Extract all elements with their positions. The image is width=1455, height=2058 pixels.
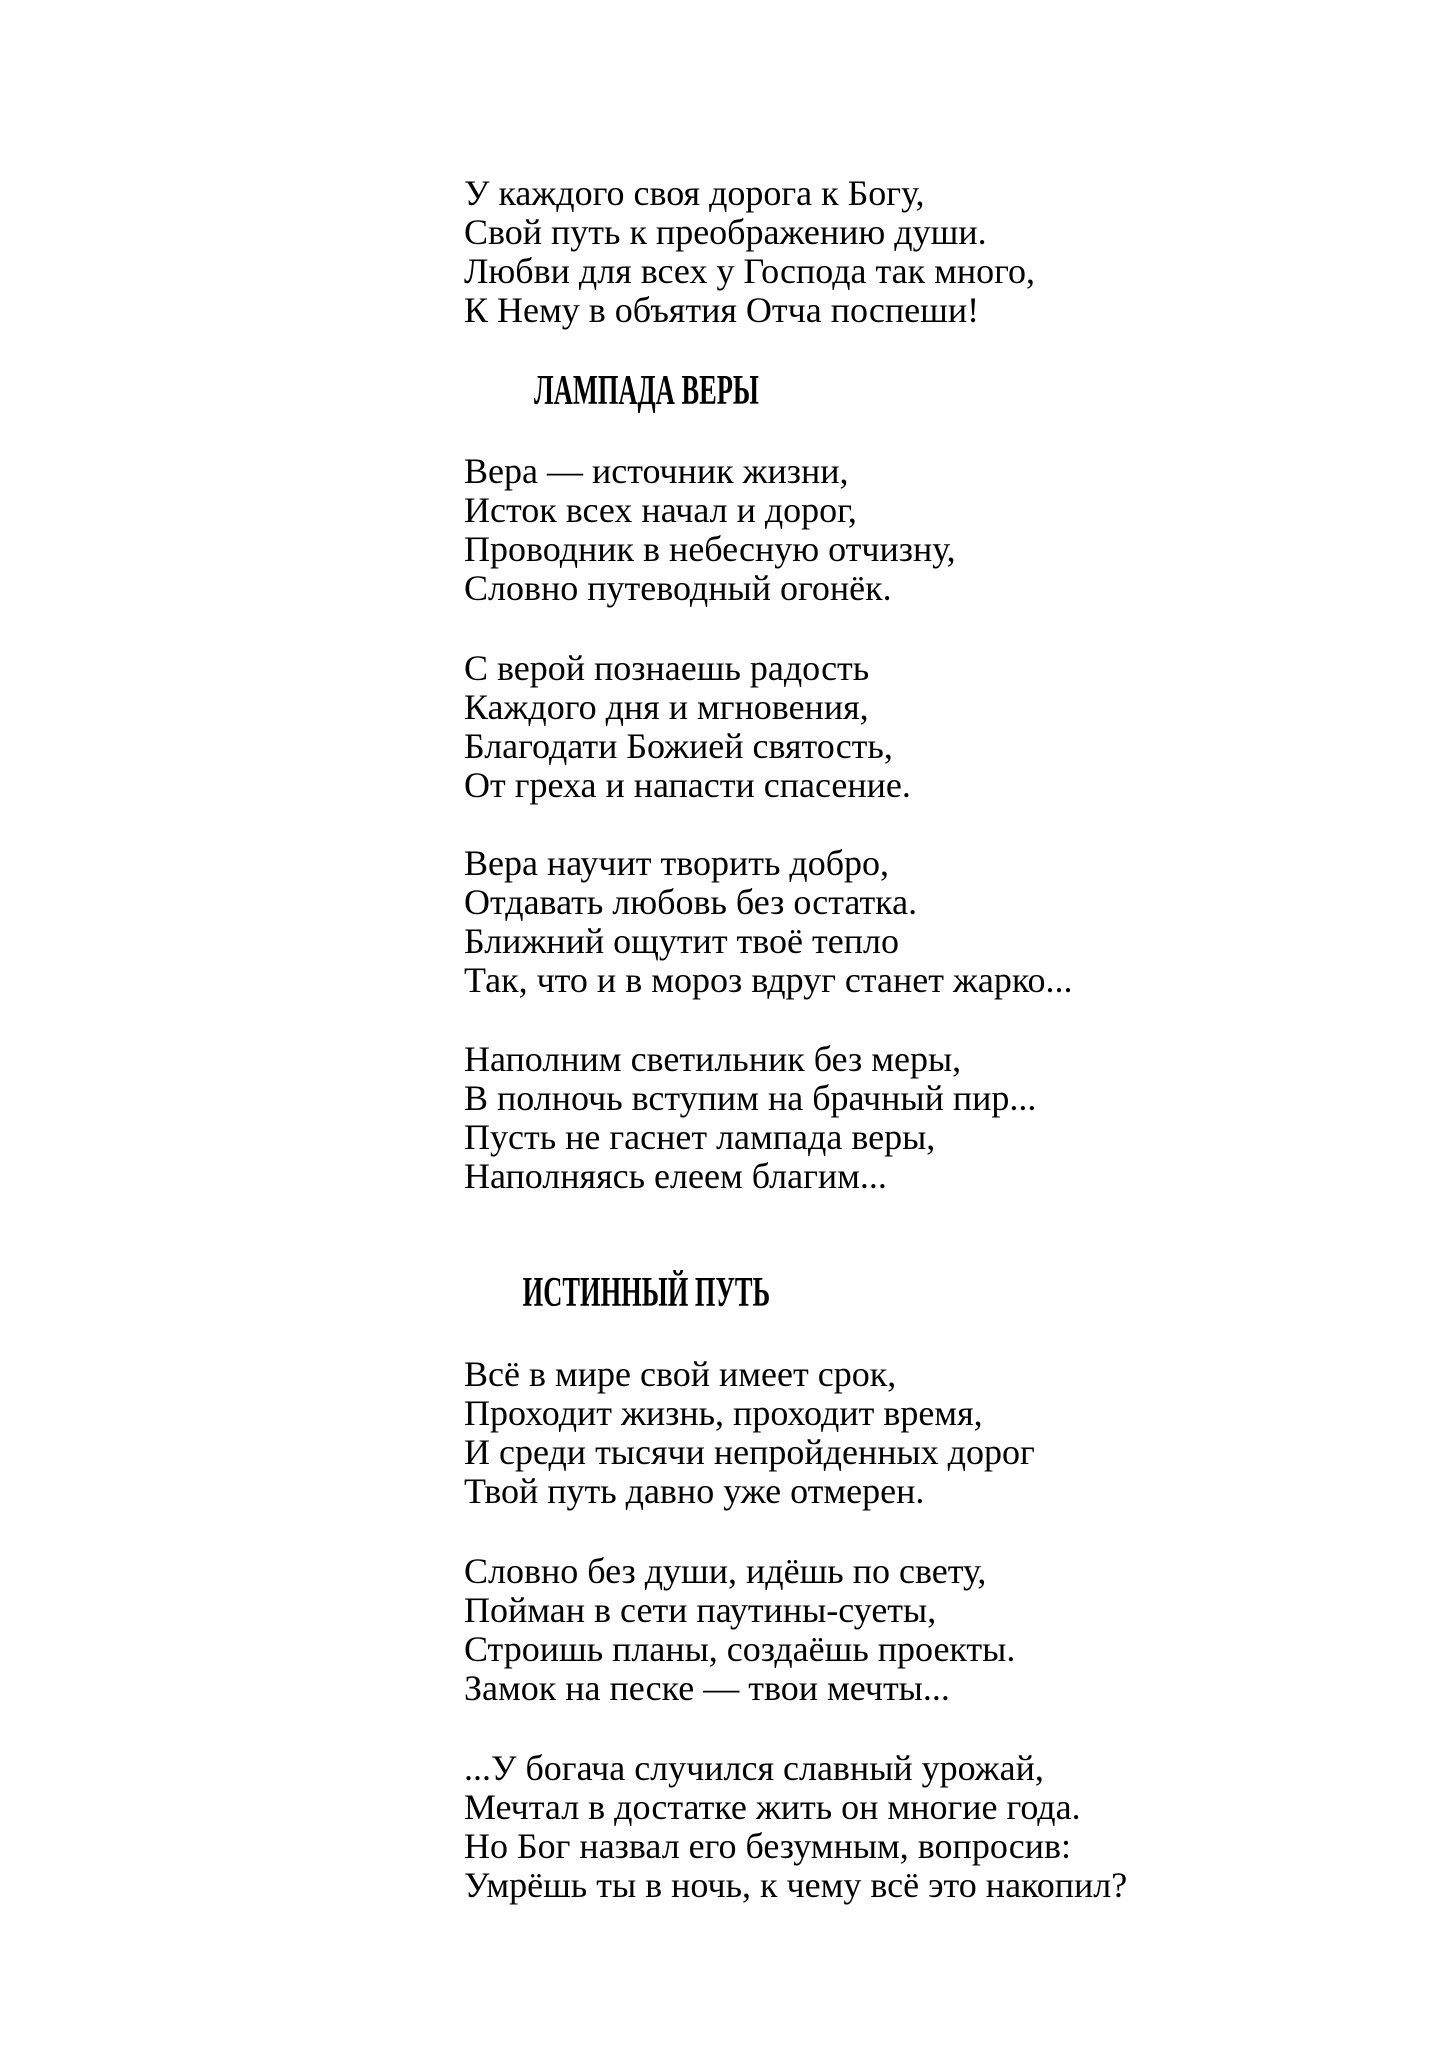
poem-line: Вера научит творить добро,	[464, 843, 890, 883]
poem-line: Словно без души, идёшь по свету,	[464, 1551, 987, 1591]
poem-title-istinnyj-put	[176, 1270, 1116, 1316]
poem-line: С верой познаешь радость	[464, 648, 870, 688]
poem-line: Наполняясь елеем благим...	[464, 1156, 887, 1196]
poem-line: Свой путь к преображению души.	[464, 212, 987, 252]
stanza	[464, 1552, 1015, 1708]
poem-title-text: ИСТИННЫЙ ПУТЬ	[522, 1270, 770, 1316]
poem-line: Любви для всех у Господа так много,	[464, 251, 1036, 291]
poem-title-lampada-very	[176, 368, 1116, 414]
stanza	[464, 844, 1073, 1000]
stanza	[464, 1355, 1035, 1511]
poem-line: Так, что и в мороз вдруг станет жарко...	[464, 960, 1073, 1000]
poem-line: Наполним светильник без меры,	[464, 1039, 962, 1079]
poem-line: У каждого своя дорога к Богу,	[464, 173, 925, 213]
poem-line: Всё в мире свой имеет срок,	[464, 1354, 897, 1394]
poem-line: Отдавать любовь без остатка.	[464, 882, 918, 922]
poem-line: Замок на песке — твои мечты...	[464, 1668, 950, 1708]
poem-line: Пойман в сети паутины-суеты,	[464, 1590, 937, 1630]
poem-line: От греха и напасти спасение.	[464, 765, 911, 805]
poem-line: Умрёшь ты в ночь, к чему всё это накопил?	[464, 1865, 1128, 1905]
poem-line: Мечтал в достатке жить он многие года.	[464, 1787, 1081, 1827]
poem-line: ...У богача случился славный урожай,	[464, 1748, 1044, 1788]
poem-title-text: ЛАМПАДА ВЕРЫ	[533, 368, 759, 414]
poem-line: Пусть не гаснет лампада веры,	[464, 1117, 936, 1157]
poem-line: Исток всех начал и дорог,	[464, 490, 857, 530]
poem-line: К Нему в объятия Отча поспеши!	[464, 290, 980, 330]
poem-line: Словно путеводный огонёк.	[464, 568, 892, 608]
poem-line: В полночь вступим на брачный пир...	[464, 1078, 1037, 1118]
poem-line: Но Бог назвал его безумным, вопросив:	[464, 1826, 1071, 1866]
poem-line: Строишь планы, создаёшь проекты.	[464, 1629, 1016, 1669]
stanza	[464, 1749, 1127, 1905]
stanza	[464, 1040, 1036, 1196]
poem-line: Твой путь давно уже отмерен.	[464, 1471, 925, 1511]
stanza	[464, 649, 911, 805]
poem-line: Каждого дня и мгновения,	[464, 687, 869, 727]
poem-line: Вера — источник жизни,	[464, 451, 849, 491]
poem-line: Благодати Божией святость,	[464, 726, 893, 766]
poem-line: И среди тысячи непройденных дорог	[464, 1432, 1035, 1472]
poem-line: Ближний ощутит твоё тепло	[464, 921, 899, 961]
poem-line: Проводник в небесную отчизну,	[464, 529, 956, 569]
poem-line: Проходит жизнь, проходит время,	[464, 1393, 983, 1433]
stanza	[464, 452, 956, 608]
intro-stanza	[464, 174, 1035, 330]
